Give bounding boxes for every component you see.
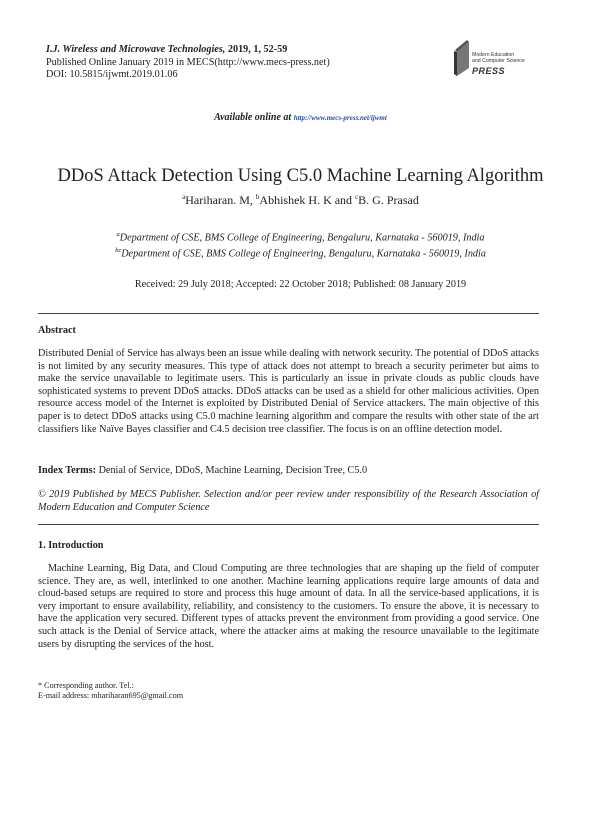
journal-citation xyxy=(46,44,330,57)
journal-name: I.J. Wireless and Microwave Technologies, xyxy=(46,44,226,55)
index-terms-label: Index Terms: xyxy=(38,465,97,476)
footnote-email: E-mail address: mhariharan695@gmail.com xyxy=(38,691,184,701)
logo-line-1: Modern Education xyxy=(472,52,515,58)
journal-header xyxy=(46,44,330,82)
index-terms-text: Denial of Service, DDoS, Machine Learning, Decision Tree, C5.0 xyxy=(96,465,368,476)
footnote-corresponding: * Corresponding author. Tel.: xyxy=(38,681,134,690)
affiliation-bc xyxy=(0,245,601,261)
logo-press: PRESS xyxy=(472,66,506,76)
author-3-name: B. G. Prasad xyxy=(358,193,419,207)
introduction-heading: 1. Introduction xyxy=(38,540,104,551)
abstract-heading: Abstract xyxy=(38,325,76,336)
author-2-name: Abhishek H. K and xyxy=(259,193,356,207)
affiliations xyxy=(0,229,601,261)
divider-top xyxy=(38,313,539,314)
author-3-superscript: c xyxy=(355,193,359,201)
footnote xyxy=(38,681,183,701)
affiliation-bc-superscript: bc xyxy=(115,246,122,254)
affiliation-a-superscript: a xyxy=(116,231,120,238)
mecs-press-logo xyxy=(453,38,563,82)
abstract-text: Distributed Denial of Service has always been an issue while dealing with network security. The potential of DDoS attacks is not limited by any security measures. This type of attack does not attempt to breach a security perimeter but aims to make the service unavailable to legitimate users. This is particularly an issue in private clouds as public clouds have sophisticated systems to prevent DDoS attacks. DDoS attacks can be used as a shield for other malicious activities. Open resource access model of the Internet is exploited by Distributed Denial of Service attackers. The main objective of this paper is to detect DDoS attacks using C5.0 machine learning algorithm and compare the results with other state of the art classifiers like Naïve Bayes classifier and C4.5 decision tree classifier. The focus is on an offline detection model. xyxy=(38,348,539,435)
journal-issue: 2019, 1, 52-59 xyxy=(225,44,288,55)
author-list xyxy=(0,193,601,208)
logo-line-2: and Computer Science xyxy=(472,57,525,64)
affiliation-a xyxy=(0,229,601,245)
availability-link[interactable]: http://www.mecs-press.net/ijwmt xyxy=(293,114,387,122)
author-1-superscript: a xyxy=(182,193,186,201)
logo-text xyxy=(472,53,525,64)
index-terms xyxy=(38,465,539,476)
author-2-superscript: b xyxy=(255,193,260,201)
publication-dates: Received: 29 July 2018; Accepted: 22 October 2018; Published: 08 January 2019 xyxy=(134,279,467,290)
divider-bottom xyxy=(38,524,539,525)
availability-line xyxy=(0,112,601,123)
copyright-notice: © 2019 Published by MECS Publisher. Selection and/or peer review under responsibility of the Research Association of Modern Education and Computer Science xyxy=(38,489,539,513)
affiliation-a-text: Department of CSE, BMS College of Engineering, Bengaluru, Karnataka - 560019, India xyxy=(119,232,485,244)
author-1-name: Hariharan. M, xyxy=(185,193,256,207)
introduction-text: Machine Learning, Big Data, and Cloud Computing are three technologies that are shaping up the field of computer science. They are, as well, interlinked to one another. Machine learning applications require large amounts of data and cloud-based setups are required to store and process this huge amount of data. In all the service-based applications, it is very important to ensure availability, reliability, and consistency to the customers. To ensure the above, it is necessary to have the application very secured. Different types of attacks prevent the environment from providing a good service. One such attack is the Denial of Service attack, where the attacker aims at making the resource unavailable to the legitimate users by disrupting the services of the host. xyxy=(38,563,539,650)
paper-title: DDoS Attack Detection Using C5.0 Machine Learning Algorithm xyxy=(57,166,544,186)
book-logo-icon xyxy=(453,38,471,78)
availability-label: Available online at xyxy=(214,112,294,123)
doi-line: DOI: 10.5815/ijwmt.2019.01.06 xyxy=(46,69,178,81)
published-online-line: Published Online January 2019 in MECS(http://www.mecs-press.net) xyxy=(46,56,330,68)
affiliation-bc-text: Department of CSE, BMS College of Engineering, Bengaluru, Karnataka - 560019, India xyxy=(121,248,486,260)
